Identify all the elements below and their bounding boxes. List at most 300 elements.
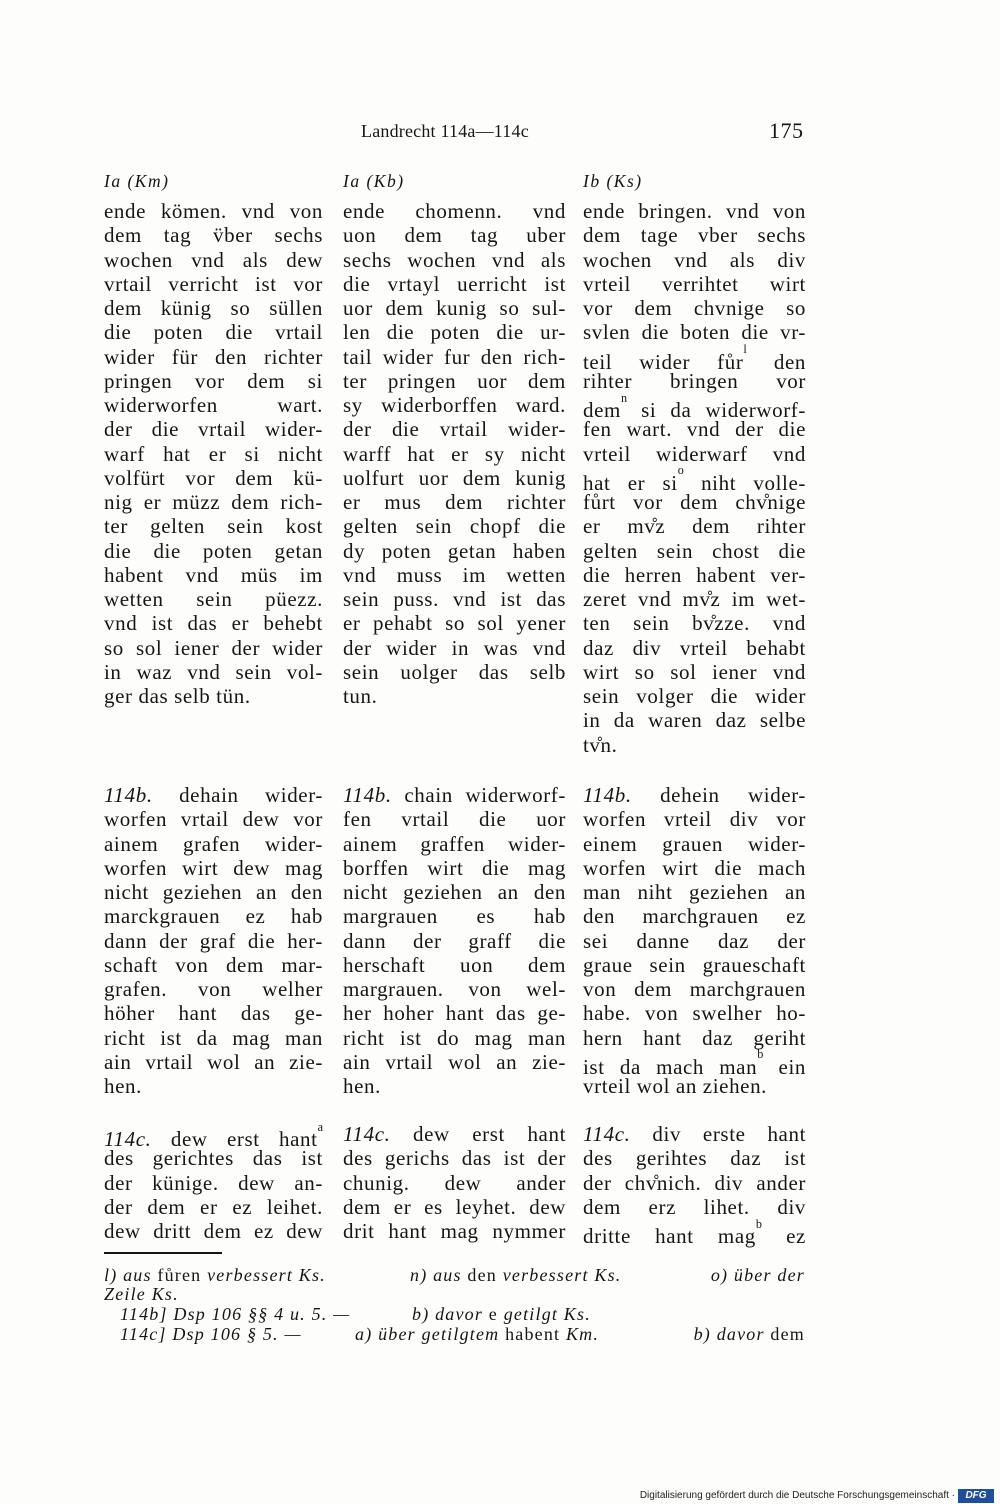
text-run: niht volle- <box>683 470 806 495</box>
text-run: herschaft uon dem <box>343 952 566 977</box>
section-number: 114b. <box>583 783 632 807</box>
footnote-text: b) davor <box>412 1304 489 1324</box>
text-run: dem er es leyhet. dew <box>343 1194 566 1219</box>
text-line <box>104 1195 323 1219</box>
text-run: grafen. von welher <box>104 977 323 1001</box>
column-siglum: Ib (Ks) <box>583 171 643 191</box>
text-line <box>343 272 566 296</box>
text-run: si da widerworf- <box>627 398 806 422</box>
paragraph-114b <box>343 783 566 1098</box>
footnote-lemma: dem <box>770 1324 805 1344</box>
text-run: vrtail verricht ist vor <box>104 271 323 296</box>
text-line <box>583 272 806 296</box>
footnote-text: b) davor <box>693 1324 771 1344</box>
paragraph-114a-continued <box>583 199 806 757</box>
text-line <box>343 1146 566 1170</box>
text-line <box>583 929 806 953</box>
text-run: er pehabt so sol yener <box>343 611 566 636</box>
text-run: hen. <box>104 1074 142 1098</box>
text-line <box>583 611 806 635</box>
text-run: des gerichtes das ist <box>104 1146 323 1171</box>
text-line <box>343 539 566 563</box>
text-run: tail wider fur den rich- <box>343 344 566 369</box>
text-line <box>343 345 566 369</box>
text-line <box>343 929 566 953</box>
paragraph-114c <box>583 1122 806 1248</box>
text-line <box>343 880 566 904</box>
text-run: vrteil wol an ziehen. <box>583 1074 768 1098</box>
text-run: worfen vrtail dew vor <box>104 807 323 832</box>
text-run: wetten sein püezz. <box>104 587 323 611</box>
text-line <box>583 1122 806 1146</box>
footnote-l <box>104 1265 326 1285</box>
text-run: dem <box>583 398 621 422</box>
text-line <box>583 296 806 320</box>
text-line <box>343 320 566 344</box>
text-line <box>343 1026 566 1050</box>
text-line <box>583 490 806 514</box>
text-line <box>583 684 806 708</box>
text-line <box>104 514 323 538</box>
column-ia-km <box>104 0 323 1250</box>
text-run: ger das selb tün. <box>104 684 251 708</box>
footnote-114c-b <box>694 1324 805 1344</box>
text-run: die vrtayl uerricht ist <box>343 271 566 296</box>
text-line <box>583 783 806 807</box>
text-run: zeret vnd mv̊z im wet- <box>583 587 806 611</box>
text-line <box>343 248 566 272</box>
footnote-text: getilgt Ks. <box>498 1304 591 1324</box>
text-run: margrauen. von wel- <box>343 977 566 1001</box>
text-run: dem künig so süllen <box>104 296 323 320</box>
text-line <box>104 783 323 807</box>
footnote-n <box>410 1265 622 1285</box>
text-run: dann der graff die <box>343 928 566 953</box>
text-run: höher hant das ge- <box>104 1001 323 1026</box>
text-line <box>583 856 806 880</box>
text-line <box>104 272 323 296</box>
text-line <box>104 466 323 490</box>
text-run: vrteil widerwarf vnd <box>583 441 806 466</box>
text-run: warf hat er si nicht <box>104 441 323 466</box>
text-run: die herren habent ver- <box>583 562 806 587</box>
text-line <box>104 904 323 928</box>
text-run: dem tage vber sechs <box>583 223 806 248</box>
section-number: 114c. <box>583 1122 631 1146</box>
text-line <box>583 660 806 684</box>
text-line <box>583 1216 806 1248</box>
text-run: wirt so sol iener vnd <box>583 659 806 684</box>
text-run: marckgrauen ez hab <box>104 904 323 929</box>
text-run: dy poten getan haben <box>343 538 566 563</box>
text-line <box>343 1122 566 1146</box>
text-run: len die poten die ur- <box>343 320 566 345</box>
text-line <box>104 807 323 831</box>
text-run: vor dem chvnige so <box>583 296 806 320</box>
text-run: ainem graffen wider- <box>343 831 566 856</box>
text-run: er mus dem richter <box>343 490 566 514</box>
text-line <box>104 953 323 977</box>
text-run: ain vrtail wol an zie- <box>343 1049 566 1074</box>
footnote-marker: n <box>620 390 628 405</box>
text-line <box>104 1050 323 1074</box>
text-run: schaft von dem mar- <box>104 952 323 977</box>
text-line <box>104 611 323 635</box>
text-line <box>583 708 806 732</box>
text-line <box>104 417 323 441</box>
paragraph-114a-continued <box>104 199 323 708</box>
sources-114c <box>120 1324 302 1344</box>
footnote-text: n) aus <box>410 1265 468 1285</box>
text-line <box>343 783 566 807</box>
text-line <box>343 442 566 466</box>
text-line <box>104 684 323 708</box>
text-run: uolfurt uor dem kunig <box>343 465 566 490</box>
section-number: 114b. <box>343 783 392 807</box>
text-run: widerworfen wart. <box>104 393 323 417</box>
text-run: ten sein bv̊zze. vnd <box>583 611 806 636</box>
text-run: richt ist da mag man <box>104 1025 323 1050</box>
text-line <box>104 248 323 272</box>
footnote-lemma: den <box>467 1265 497 1285</box>
text-run: volfürt vor dem kü- <box>104 465 323 490</box>
text-line <box>104 1219 323 1243</box>
text-run: nig er müzz dem rich- <box>104 490 323 514</box>
text-line <box>583 1146 806 1170</box>
text-run: hern hant daz geriht <box>583 1025 806 1050</box>
text-line <box>583 223 806 247</box>
text-line <box>343 1195 566 1219</box>
text-line <box>343 611 566 635</box>
text-line <box>583 904 806 928</box>
text-run: ende chomenn. vnd <box>343 199 566 223</box>
text-run: dehain wider- <box>179 783 323 807</box>
text-run: hen. <box>343 1074 381 1098</box>
text-run: margrauen es hab <box>343 904 566 929</box>
text-line <box>583 342 806 374</box>
column-ib-ks <box>583 0 806 1250</box>
footnote-lemma: fůren <box>157 1265 202 1285</box>
text-line <box>343 466 566 490</box>
text-run: habe. von swelher ho- <box>583 1001 806 1026</box>
text-line <box>583 880 806 904</box>
footnote-marker: b <box>755 1216 762 1231</box>
text-line <box>343 1050 566 1074</box>
text-run: tun. <box>343 684 378 708</box>
page-number: 175 <box>769 118 804 143</box>
text-line <box>104 1074 323 1098</box>
text-line <box>104 929 323 953</box>
text-line <box>583 1001 806 1025</box>
text-run: dem tag v̈ber sechs <box>104 223 323 248</box>
text-run: uon dem tag uber <box>343 223 566 248</box>
text-line <box>104 320 323 344</box>
footnote-114c-a <box>355 1324 599 1344</box>
footnote-text: o) über der <box>710 1265 805 1285</box>
text-run: worfen wirt die mach <box>583 855 806 880</box>
text-line <box>583 1047 807 1079</box>
paragraph-114b <box>583 783 806 1098</box>
footnote-114b-b <box>412 1304 591 1324</box>
text-line <box>104 442 323 466</box>
text-run: man niht geziehen an <box>583 880 806 904</box>
text-line <box>343 417 566 441</box>
text-run: her hoher hant das ge- <box>343 1001 566 1026</box>
footnote-text: 114b] Dsp 106 §§ 4 u. 5. — <box>120 1304 351 1324</box>
footnote-lemma: habent <box>505 1324 561 1344</box>
text-run: ez <box>761 1224 806 1248</box>
text-line <box>104 636 323 660</box>
text-line <box>343 1219 566 1243</box>
footnote-marker: b <box>757 1047 764 1062</box>
text-run: tv̊n. <box>583 732 618 757</box>
text-run: ainem grafen wider- <box>104 831 323 856</box>
text-line <box>343 1171 566 1195</box>
text-line <box>583 442 806 466</box>
text-run: wochen vnd als dew <box>104 247 323 272</box>
text-run: vrteil verrihtet wirt <box>583 271 806 296</box>
text-line <box>104 977 323 1001</box>
text-run: ende kömen. vnd von <box>104 199 323 223</box>
text-run: vnd muss im wetten <box>343 562 566 587</box>
text-run: die die poten getan <box>104 538 323 563</box>
text-run: wider für den richter <box>104 344 323 369</box>
text-line <box>583 977 806 1001</box>
text-line <box>104 1171 323 1195</box>
text-line <box>104 296 323 320</box>
text-run: von dem marchgrauen <box>583 977 806 1001</box>
text-run: gelten sein chost die <box>583 538 806 563</box>
text-line <box>343 977 566 1001</box>
text-run: rihter bringen vor <box>583 368 806 393</box>
text-run: wochen vnd als div <box>583 247 806 272</box>
text-run: einem grauen wider- <box>583 831 806 856</box>
text-line <box>343 904 566 928</box>
text-run: ein <box>763 1054 807 1079</box>
text-run: pringen vor dem si <box>104 368 323 393</box>
text-line <box>583 320 806 344</box>
text-run: sein volger die wider <box>583 684 806 708</box>
text-line <box>583 587 806 611</box>
text-line <box>343 660 566 684</box>
text-line <box>104 563 323 587</box>
text-run: warff hat er sy nicht <box>343 441 566 466</box>
text-line <box>343 223 566 247</box>
text-line <box>583 199 806 223</box>
footnote-text: verbessert Ks. <box>201 1265 326 1285</box>
text-line <box>104 1001 323 1025</box>
text-run: worfen vrteil div vor <box>583 807 806 832</box>
text-run: den marchgrauen ez <box>583 904 806 929</box>
column-siglum: Ia (Km) <box>104 171 170 191</box>
text-line <box>343 684 566 708</box>
text-line <box>343 953 566 977</box>
footnote-rule <box>104 1252 222 1254</box>
text-run: die poten die vrtail <box>104 320 323 345</box>
text-line <box>343 199 566 223</box>
text-run: fůrt vor dem chv̊nige <box>583 490 806 514</box>
text-run: vnd ist das er behebt <box>104 611 323 636</box>
text-line <box>583 1171 806 1195</box>
text-line <box>104 856 323 880</box>
text-line <box>583 248 806 272</box>
footnote-marker: a <box>317 1119 323 1134</box>
text-line <box>104 660 323 684</box>
text-line <box>104 393 323 417</box>
text-line <box>583 1026 806 1050</box>
text-run: ter gelten sein kost <box>104 514 323 539</box>
text-line <box>343 369 566 393</box>
text-run: sy widerborffen ward. <box>343 393 566 417</box>
paragraph-114c <box>343 1122 566 1243</box>
footnote-marker: l <box>743 342 747 357</box>
text-run: in waz vnd sein vol- <box>104 659 323 684</box>
text-run: dew dritt dem ez dew <box>104 1219 323 1243</box>
text-line <box>104 369 323 393</box>
text-line <box>583 832 806 856</box>
footnote-o <box>711 1265 805 1285</box>
text-run: dew erst hant <box>413 1122 567 1146</box>
text-line <box>343 393 566 417</box>
section-number: 114b. <box>104 783 153 807</box>
column-ia-kb <box>343 0 566 1250</box>
text-run: daz div vrteil behabt <box>583 635 806 660</box>
text-run: sein puss. vnd ist das <box>343 587 566 611</box>
text-run: richt ist do mag man <box>343 1025 566 1050</box>
text-run: sei danne daz der <box>583 928 806 953</box>
text-run: dritte hant mag <box>583 1224 756 1248</box>
text-line <box>104 199 323 223</box>
text-run: dann der graf die her- <box>104 928 323 953</box>
text-line <box>583 1195 806 1219</box>
section-number: 114c. <box>104 1127 152 1151</box>
text-line <box>343 514 566 538</box>
text-run: habent vnd müs im <box>104 562 323 587</box>
text-run: graue sein graueschaft <box>583 952 806 977</box>
text-run: sein uolger das selb <box>343 659 566 684</box>
text-line <box>343 490 566 514</box>
text-run: chunig. dew ander <box>343 1170 566 1195</box>
text-run: nicht geziehen an den <box>343 880 566 904</box>
footnote-text: 114c] Dsp 106 § 5. — <box>120 1324 302 1344</box>
text-run: der die vrtail wider- <box>343 417 566 442</box>
sources-114b <box>120 1304 350 1324</box>
text-run: fen wart. vnd der die <box>583 417 806 442</box>
text-run: borffen wirt die mag <box>343 855 566 880</box>
text-run: der wider in was vnd <box>343 635 566 660</box>
footnote-o-continued <box>104 1284 179 1304</box>
text-run: sechs wochen vnd als <box>343 247 566 272</box>
text-run: in da waren daz selbe <box>583 708 806 733</box>
text-line <box>104 880 323 904</box>
footnote-text: Zeile Ks. <box>104 1284 179 1304</box>
text-run: fen vrtail die uor <box>343 807 566 832</box>
text-run: der die vrtail wider- <box>104 417 323 442</box>
paragraph-114b <box>104 783 323 1098</box>
text-run: der chv̊nich. div ander <box>583 1170 806 1195</box>
text-line <box>104 223 323 247</box>
text-run: hat er si <box>583 470 678 495</box>
text-run: der dem er ez leihet. <box>104 1194 323 1219</box>
text-line <box>583 636 806 660</box>
footnote-text: Km. <box>560 1324 600 1344</box>
text-line <box>583 514 806 538</box>
text-line <box>583 369 806 393</box>
text-line <box>583 463 806 495</box>
text-line <box>583 417 806 441</box>
text-run: ain vrtail wol an zie- <box>104 1049 323 1074</box>
text-line <box>104 490 323 514</box>
text-run: ter pringen uor dem <box>343 368 566 393</box>
text-line <box>343 636 566 660</box>
text-line <box>104 1119 323 1151</box>
text-line <box>104 832 323 856</box>
text-line <box>104 587 323 611</box>
text-run: ende bringen. vnd von <box>583 199 806 223</box>
footnote-text: a) über getilgtem <box>355 1324 506 1344</box>
text-line <box>343 1001 566 1025</box>
section-number: 114c. <box>343 1122 391 1146</box>
text-run: so sol iener der wider <box>104 635 323 660</box>
text-line <box>343 1074 566 1098</box>
text-line <box>104 1026 323 1050</box>
text-run: teil wider fůr <box>583 349 744 374</box>
text-line <box>343 563 566 587</box>
text-line <box>583 390 806 422</box>
text-run: den <box>746 349 806 374</box>
text-run: chain widerworf- <box>404 783 566 807</box>
column-siglum: Ia (Kb) <box>343 171 405 191</box>
text-line <box>104 345 323 369</box>
text-line <box>104 539 323 563</box>
text-line <box>583 563 806 587</box>
footnote-lemma: e <box>488 1304 498 1324</box>
text-run: dehein wider- <box>660 783 806 807</box>
text-run: worfen wirt dew mag <box>104 855 323 880</box>
dfg-logo: DFG <box>958 1489 994 1503</box>
text-line <box>343 587 566 611</box>
digitization-credit: Digitalisierung gefördert durch die Deutsche Forschungsgemeinschaft · <box>639 1490 955 1501</box>
text-run: dem erz lihet. div <box>583 1194 806 1219</box>
text-run: gelten sein chopf die <box>343 514 566 539</box>
footnote-text: l) aus <box>104 1265 158 1285</box>
text-line <box>583 733 806 757</box>
text-line <box>343 807 566 831</box>
text-run: drit hant mag nymmer <box>343 1219 566 1243</box>
text-line <box>343 296 566 320</box>
footnote-marker: o <box>677 463 684 478</box>
paragraph-114c <box>104 1119 323 1243</box>
text-run: der künige. dew an- <box>104 1170 323 1195</box>
text-run: er mv̊z dem rihter <box>583 514 806 539</box>
text-line <box>583 807 806 831</box>
text-line <box>104 1146 323 1170</box>
text-run: dew erst hant <box>170 1127 318 1151</box>
text-line <box>583 953 806 977</box>
text-run: nicht geziehen an den <box>104 880 323 904</box>
text-run: svlen die boten die vr- <box>583 320 806 345</box>
footnote-text: verbessert Ks. <box>497 1265 622 1285</box>
text-line <box>343 832 566 856</box>
text-line <box>343 856 566 880</box>
running-title: Landrecht 114a—114c <box>361 121 529 141</box>
text-run: div erste hant <box>652 1122 806 1146</box>
text-run: uor dem kunig so sul- <box>343 296 566 320</box>
text-run: des gerichs das ist der <box>343 1146 566 1171</box>
paragraph-114a-continued <box>343 199 566 708</box>
text-run: des gerihtes daz ist <box>583 1146 806 1171</box>
text-line <box>583 539 806 563</box>
